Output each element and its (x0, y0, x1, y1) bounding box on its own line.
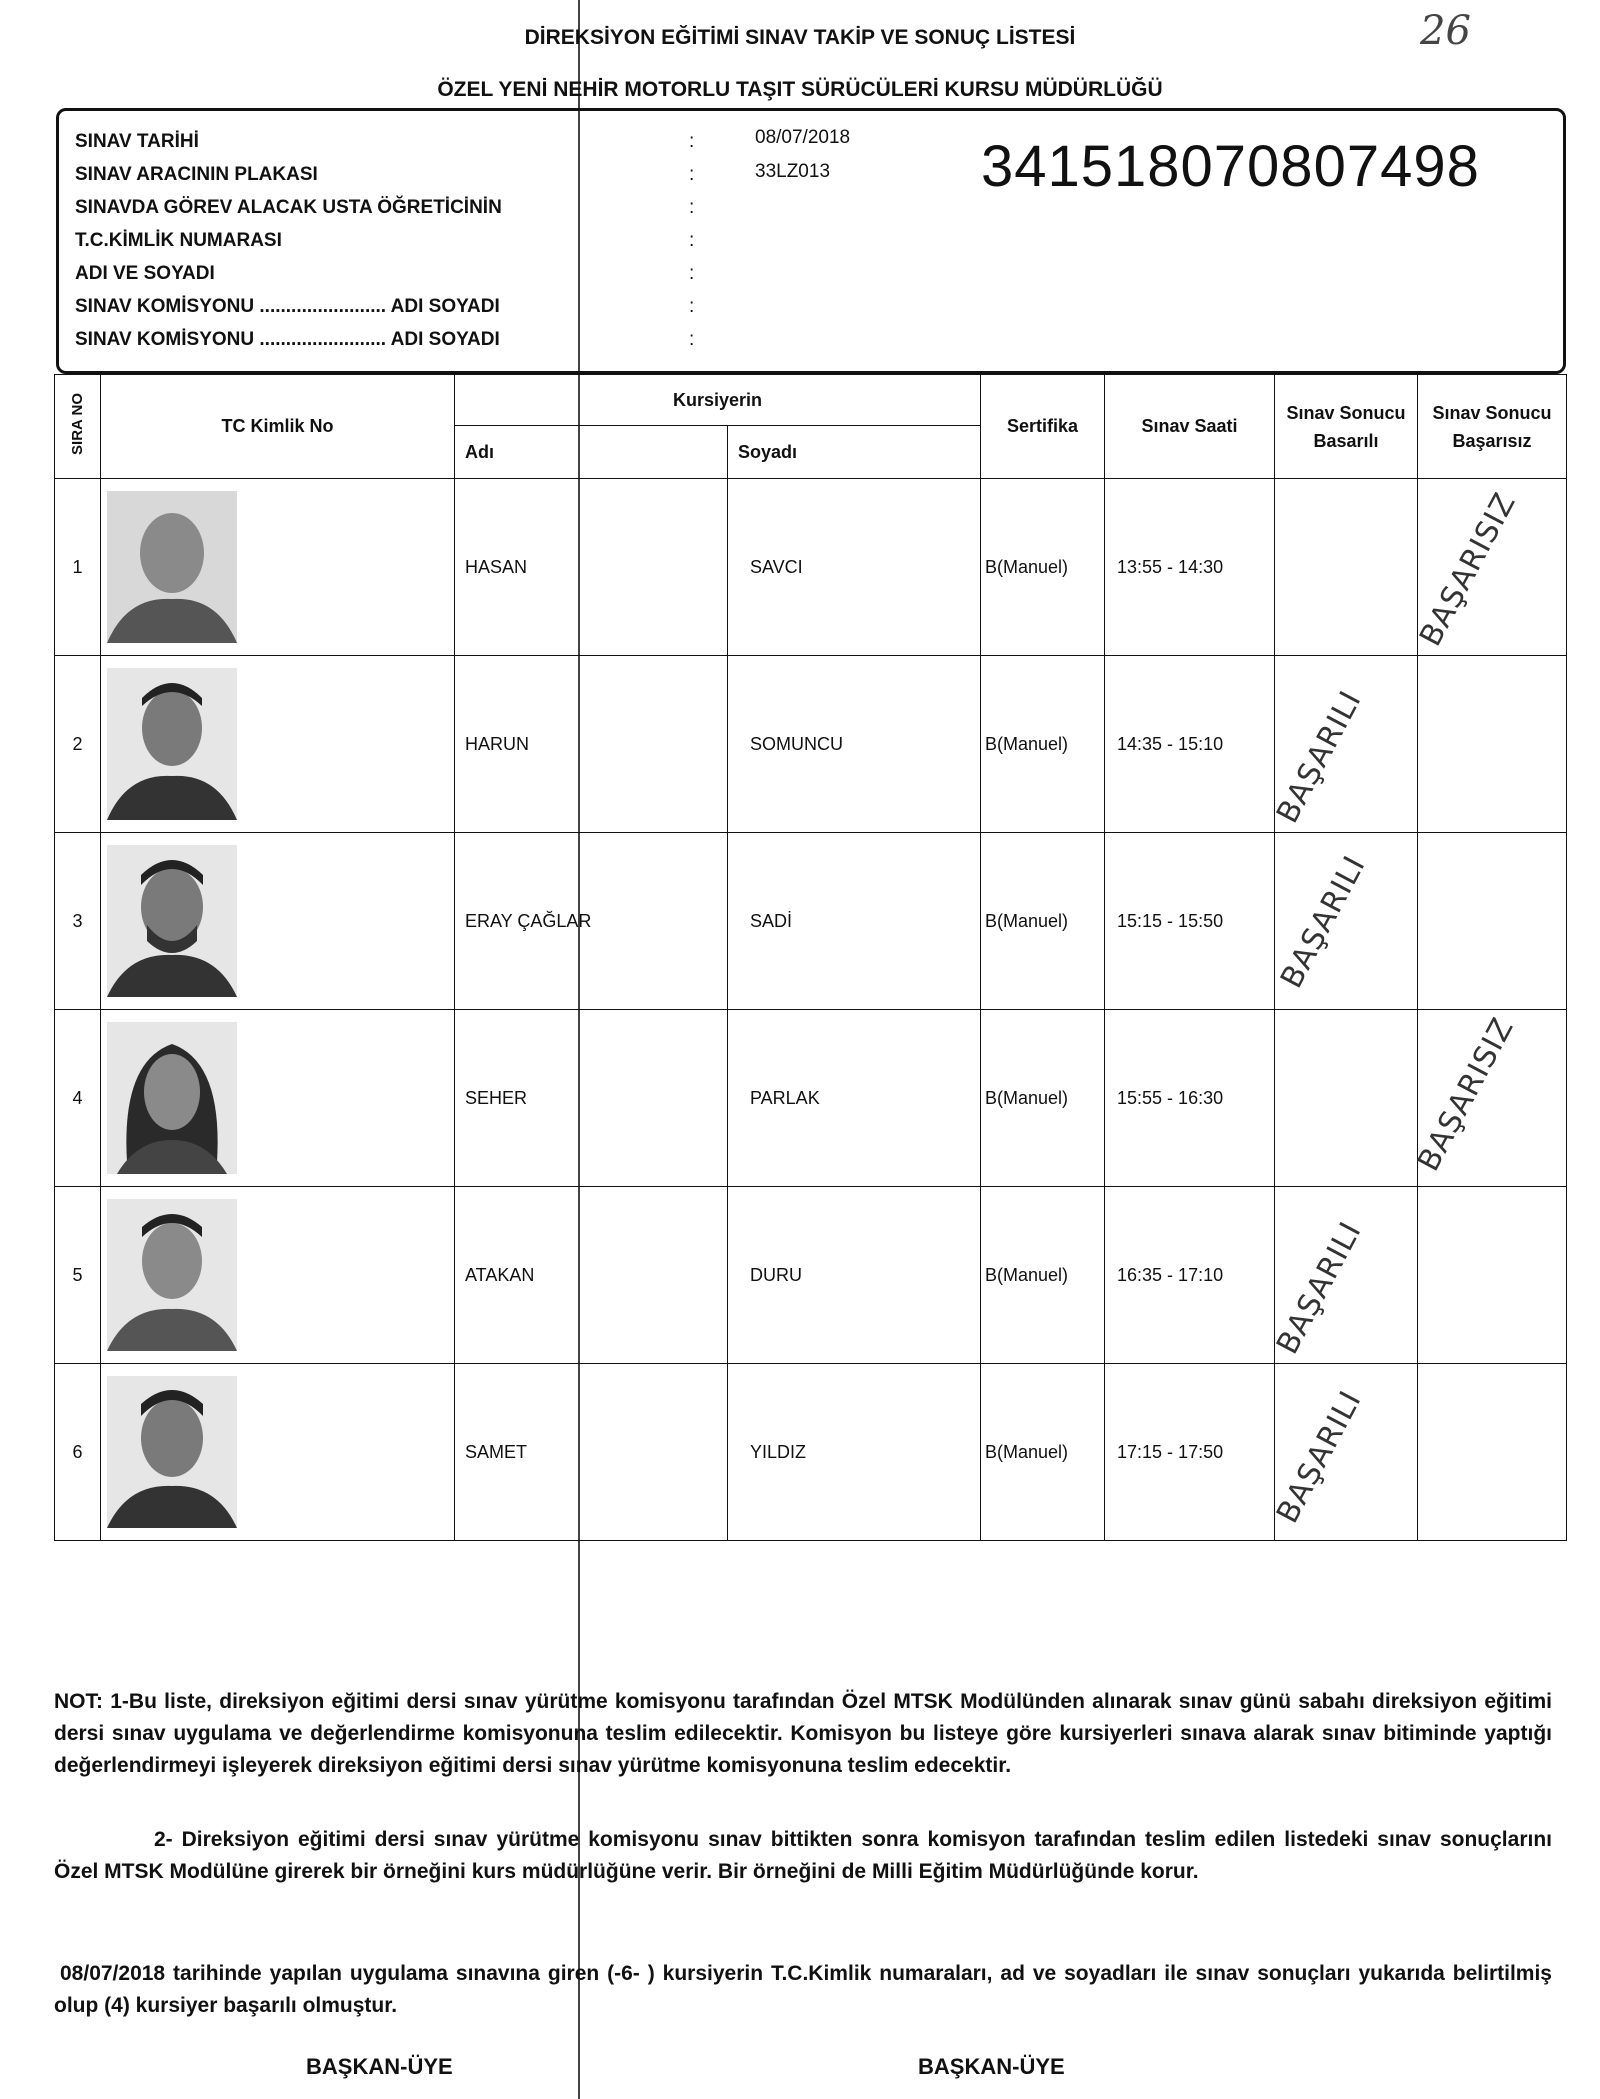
info-colon: : (689, 131, 695, 152)
certificate: B(Manuel) (981, 1010, 1105, 1187)
info-label: ADI VE SOYADI (75, 263, 215, 284)
table-row (55, 833, 1567, 1010)
first-name: ERAY ÇAĞLAR (455, 833, 728, 1010)
first-name: SEHER (455, 1010, 728, 1187)
info-colon: : (689, 296, 695, 317)
result-fail-cell (1418, 833, 1567, 1010)
result-fail-handwriting: BAŞARISIZ (1411, 1011, 1522, 1177)
exam-info-box (56, 108, 1566, 374)
result-pass-cell (1270, 1364, 1418, 1541)
result-pass-handwriting: BAŞARILI (1270, 1384, 1369, 1529)
signature-label-left: BAŞKAN-ÜYE (306, 2054, 453, 2079)
info-label: SINAV TARİHİ (75, 131, 199, 152)
plate-value: 33LZ013 (755, 161, 831, 182)
exam-date-value: 08/07/2018 (755, 127, 851, 148)
row-number: 6 (55, 1364, 101, 1541)
surname: SAVCI (728, 479, 981, 656)
surname: YILDIZ (728, 1364, 981, 1541)
certificate: B(Manuel) (981, 656, 1105, 833)
header-basarisiz: Sınav Sonucu Başarısız (1418, 375, 1567, 479)
row-number: 2 (55, 656, 101, 833)
result-pass-cell (1270, 1187, 1418, 1364)
info-colon: : (689, 230, 695, 251)
result-pass-cell (1275, 479, 1418, 656)
surname: PARLAK (728, 1010, 981, 1187)
info-colon: : (689, 329, 695, 350)
document-subtitle: ÖZEL YENİ NEHİR MOTORLU TAŞIT SÜRÜCÜLERİ KURSU MÜDÜRLÜĞÜ (437, 78, 1163, 101)
result-fail-handwriting: BAŞARISIZ (1413, 486, 1524, 652)
header-saat: Sınav Saati (1105, 375, 1275, 479)
person-photo (107, 845, 237, 997)
result-fail-cell (1411, 1010, 1567, 1187)
exam-time: 15:15 - 15:50 (1105, 833, 1275, 1010)
info-colon: : (689, 263, 695, 284)
person-photo (107, 491, 237, 643)
table-row (55, 1010, 1567, 1187)
header-sira: SIRA NO (55, 375, 101, 479)
table-row (55, 656, 1567, 833)
info-colon: : (689, 164, 695, 185)
page-mark: 26 (1420, 8, 1471, 54)
photo-cell (101, 1010, 455, 1187)
header-adi: Adı (455, 426, 728, 479)
result-fail-cell (1413, 479, 1567, 656)
certificate: B(Manuel) (981, 1364, 1105, 1541)
surname: SADİ (728, 833, 981, 1010)
first-name: HARUN (455, 656, 728, 833)
photo-cell (101, 1364, 455, 1541)
exam-time: 16:35 - 17:10 (1105, 1187, 1275, 1364)
exam-time: 14:35 - 15:10 (1105, 656, 1275, 833)
result-pass-cell (1270, 656, 1418, 833)
table-row (55, 479, 1567, 656)
photo-cell (101, 833, 455, 1010)
header-sertifika: Sertifika (981, 375, 1105, 479)
info-label: SINAV ARACININ PLAKASI (75, 164, 318, 185)
first-name: HASAN (455, 479, 728, 656)
row-number: 5 (55, 1187, 101, 1364)
certificate: B(Manuel) (981, 833, 1105, 1010)
header-soyadi: Soyadı (728, 426, 981, 479)
header-kursiyerin: Kursiyerin (455, 375, 981, 426)
result-pass-handwriting: BAŞARILI (1274, 849, 1373, 994)
row-number: 4 (55, 1010, 101, 1187)
photo-cell (101, 656, 455, 833)
info-label: SINAV KOMİSYONU ........................ ADI SOYADI (75, 329, 500, 350)
table-row (55, 1364, 1567, 1541)
first-name: SAMET (455, 1364, 728, 1541)
result-pass-cell (1275, 1010, 1418, 1187)
result-pass-handwriting: BAŞARILI (1270, 684, 1369, 829)
result-fail-cell (1418, 656, 1567, 833)
document-title: DİREKSİYON EĞİTİMİ SINAV TAKİP VE SONUÇ LİSTESİ (524, 26, 1076, 49)
info-label: T.C.KİMLİK NUMARASI (75, 230, 282, 251)
exam-time: 15:55 - 16:30 (1105, 1010, 1275, 1187)
summary-paragraph: 08/07/2018 tarihinde yapılan uygulama sınavına giren (-6- ) kursiyerin T.C.Kimlik numaraları, ad ve soyadları ile sınav sonuçları yukarıda belirtilmiş olup (4) kursiyer başarılı olmuştur. (54, 1962, 1552, 2017)
certificate: B(Manuel) (981, 479, 1105, 656)
person-photo (107, 1376, 237, 1528)
table-row (55, 1187, 1567, 1364)
header-tc: TC Kimlik No (101, 375, 455, 479)
info-label: SINAV KOMİSYONU ........................ ADI SOYADI (75, 296, 500, 317)
surname: DURU (728, 1187, 981, 1364)
signature-label-right: BAŞKAN-ÜYE (918, 2054, 1065, 2079)
photo-cell (101, 479, 455, 656)
result-fail-cell (1418, 1187, 1567, 1364)
note-paragraph-2: 2- Direksiyon eğitimi dersi sınav yürütme komisyonu sınav bittikten sonra komisyon tarafından teslim edilen listedeki sınav sonuçlarını Özel MTSK Modülüne girerek bir örneğini kurs müdürlüğüne verir. Bir örneğini de Milli Eğitim Müdürlüğünde korur. (54, 1828, 1552, 1883)
info-colon: : (689, 197, 695, 218)
person-photo (107, 668, 237, 820)
person-photo (107, 1022, 237, 1174)
results-table (54, 374, 1567, 1541)
photo-cell (101, 1187, 455, 1364)
row-number: 3 (55, 833, 101, 1010)
header-basarili: Sınav Sonucu Basarılı (1275, 375, 1418, 479)
exam-time: 13:55 - 14:30 (1105, 479, 1275, 656)
person-photo (107, 1199, 237, 1351)
info-label: SINAVDA GÖREV ALACAK USTA ÖĞRETİCİNİN (75, 197, 502, 218)
barcode-number: 341518070807498 (981, 134, 1480, 199)
result-pass-cell (1275, 833, 1418, 1010)
note-paragraph-1: NOT: 1-Bu liste, direksiyon eğitimi dersi sınav yürütme komisyonu tarafından Özel MTSK Modülünden alınarak sınav günü sabahı direksiyon eğitimi dersi sınav uygulama ve değerlendirme komisyonuna teslim edilecektir. Komisyon bu listeye göre kursiyerleri sınava alarak sınav bitiminde yaptığı değerlendirmeyi işleyerek direksiyon eğitimi dersi sınav yürütme komisyonuna teslim edecektir. (54, 1690, 1552, 1777)
exam-time: 17:15 - 17:50 (1105, 1364, 1275, 1541)
result-fail-cell (1418, 1364, 1567, 1541)
surname: SOMUNCU (728, 656, 981, 833)
first-name: ATAKAN (455, 1187, 728, 1364)
row-number: 1 (55, 479, 101, 656)
certificate: B(Manuel) (981, 1187, 1105, 1364)
result-pass-handwriting: BAŞARILI (1270, 1215, 1369, 1360)
